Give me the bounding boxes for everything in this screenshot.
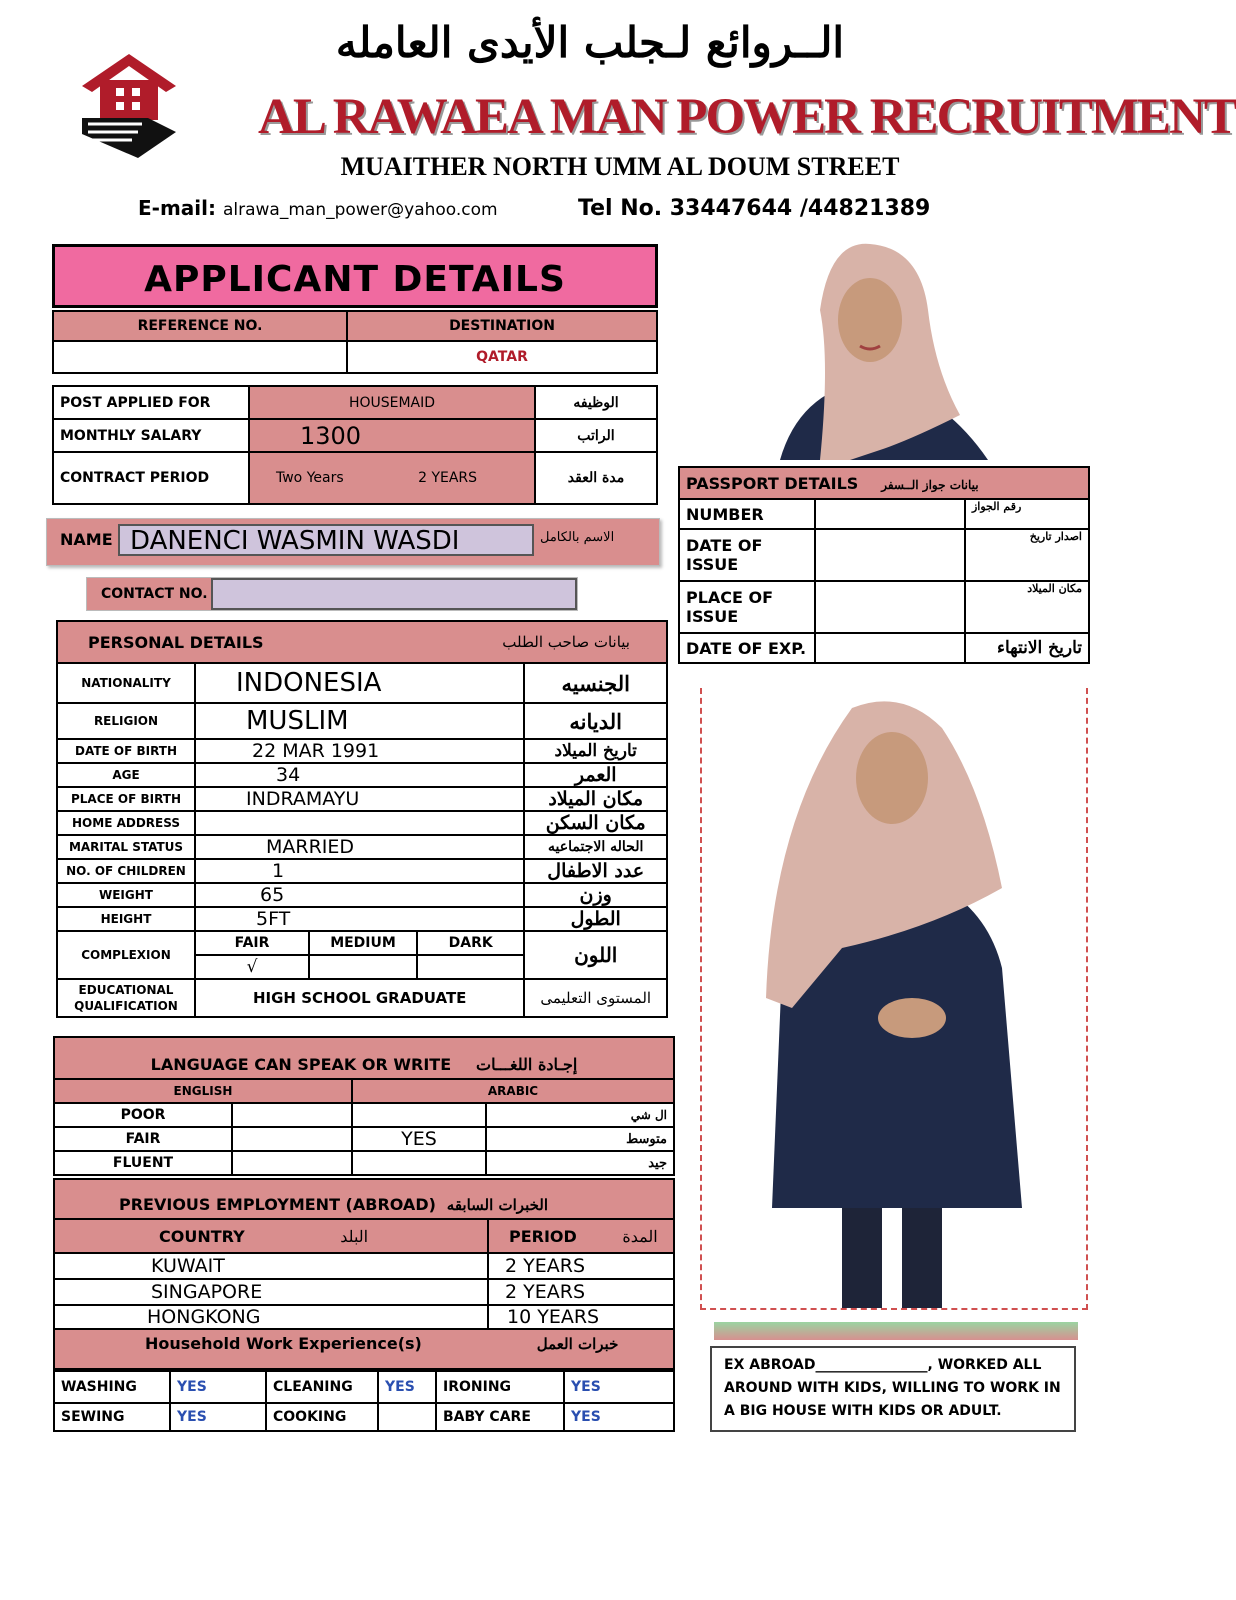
passport-number-label: NUMBER: [679, 499, 815, 529]
religion-ar: الديانه: [524, 703, 667, 739]
period-column: [488, 1219, 674, 1253]
passport-number-value: [815, 499, 965, 529]
complexion-dark-check: [417, 955, 524, 979]
ironing-value: YES: [564, 1371, 674, 1403]
company-logo: [78, 52, 180, 162]
issue-place-value: [815, 581, 965, 633]
children-ar: عدد الاطفال: [524, 859, 667, 883]
name-arabic: الاسم بالكامل: [540, 530, 615, 545]
employment-country: SINGAPORE: [54, 1279, 488, 1305]
dob-label: DATE OF BIRTH: [57, 739, 195, 763]
country-label: COUNTRY: [159, 1226, 245, 1246]
post-label: POST APPLIED FOR: [53, 386, 249, 419]
personal-heading: [57, 621, 667, 663]
issue-place-label: PLACE OF ISSUE: [679, 581, 815, 633]
salary-value: 1300: [249, 419, 535, 452]
phone-number: Tel No. 33447644 /44821389: [578, 196, 931, 221]
fair-ar: متوسط: [486, 1127, 674, 1151]
home-address-value: [195, 811, 524, 835]
employment-heading-en: PREVIOUS EMPLOYMENT (ABROAD): [119, 1195, 436, 1214]
age-value: 34: [195, 763, 524, 787]
personal-details-table: [56, 620, 668, 1018]
contract-arabic: مدة العقد: [535, 452, 657, 504]
cooking-value: [378, 1403, 436, 1431]
babycare-value: YES: [564, 1403, 674, 1431]
nationality-label: NATIONALITY: [57, 663, 195, 703]
expiry-value: [815, 633, 965, 663]
complexion-fair-label: FAIR: [195, 931, 309, 955]
contract-value-years: 2 YEARS: [418, 470, 478, 486]
employment-heading: [54, 1179, 674, 1219]
weight-value: 65: [195, 883, 524, 907]
contact-label: CONTACT NO.: [101, 586, 208, 602]
passport-heading: [679, 467, 1089, 499]
reference-table: [52, 310, 658, 374]
cooking-label: COOKING: [266, 1403, 378, 1431]
issue-place-ar: مكان الميلاد: [965, 581, 1089, 633]
employment-country: HONGKONG: [54, 1305, 488, 1329]
name-field[interactable]: DANENCI WASMIN WASDI: [118, 524, 534, 556]
poor-arabic-value: [352, 1103, 486, 1127]
age-ar: العمر: [524, 763, 667, 787]
dob-ar: تاريخ الميلاد: [524, 739, 667, 763]
employment-period: 10 YEARS: [488, 1305, 674, 1329]
destination-value: QATAR: [347, 341, 657, 373]
email-value: alrawa_man_power@yahoo.com: [222, 200, 498, 220]
remarks-box: EX ABROAD________________, WORKED ALL AROUND WITH KIDS, WILLING TO WORK IN A BIG HOUSE WITH KIDS OR ADULT.: [710, 1346, 1076, 1432]
employment-table: [53, 1178, 675, 1370]
washing-label: WASHING: [54, 1371, 170, 1403]
salary-arabic: الراتب: [535, 419, 657, 452]
sewing-value: YES: [170, 1403, 266, 1431]
applicant-photo-full-body: [700, 688, 1088, 1310]
fluent-arabic-value: [352, 1151, 486, 1175]
employment-row: [54, 1279, 674, 1305]
contract-value-words: Two Years: [276, 470, 344, 486]
passport-number-ar: رقم الجواز: [965, 499, 1089, 529]
company-title: AL RAWAEA MAN POWER RECRUITMENT: [258, 89, 1236, 145]
poor-ar: ال شي: [486, 1103, 674, 1127]
poor-label: POOR: [54, 1103, 232, 1127]
applicant-photo-portrait: [760, 240, 1000, 460]
job-table: [52, 385, 658, 505]
language-heading-ar: إجـادة اللغـــات: [476, 1055, 578, 1074]
children-label: NO. OF CHILDREN: [57, 859, 195, 883]
period-ar: المدة: [622, 1226, 658, 1246]
sewing-label: SEWING: [54, 1403, 170, 1431]
post-value: HOUSEMAID: [249, 386, 535, 419]
passport-table: [678, 466, 1090, 664]
home-address-ar: مكان السكن: [524, 811, 667, 835]
employment-period: 2 YEARS: [488, 1253, 674, 1279]
pob-label: PLACE OF BIRTH: [57, 787, 195, 811]
period-label: PERIOD: [509, 1226, 577, 1246]
complexion-medium-label: MEDIUM: [309, 931, 417, 955]
employment-row: [54, 1253, 674, 1279]
personal-heading-ar: بيانات صاحب الطلب: [502, 632, 630, 651]
complexion-ar: اللون: [524, 931, 667, 979]
cleaning-value: YES: [378, 1371, 436, 1403]
marital-value: MARRIED: [195, 835, 524, 859]
personal-heading-en: PERSONAL DETAILS: [88, 632, 264, 652]
cleaning-label: CLEANING: [266, 1371, 378, 1403]
household-heading: [54, 1329, 674, 1369]
babycare-label: BABY CARE: [436, 1403, 564, 1431]
religion-label: RELIGION: [57, 703, 195, 739]
contact-field[interactable]: [211, 578, 577, 610]
contract-label: CONTRACT PERIOD: [53, 452, 249, 504]
household-heading-en: Household Work Experience(s): [145, 1334, 422, 1353]
passport-heading-en: PASSPORT DETAILS: [686, 473, 859, 493]
age-label: AGE: [57, 763, 195, 787]
employment-period: 2 YEARS: [488, 1279, 674, 1305]
expiry-label: DATE OF EXP.: [679, 633, 815, 663]
reference-value: [53, 341, 347, 373]
marital-ar: الحاله الاجتماعيه: [524, 835, 667, 859]
fair-arabic-value: YES: [352, 1127, 486, 1151]
issue-date-ar: اصدار تاريخ: [965, 529, 1089, 581]
pob-ar: مكان الميلاد: [524, 787, 667, 811]
height-ar: الطول: [524, 907, 667, 931]
contract-value: [249, 452, 535, 504]
country-column: [54, 1219, 488, 1253]
household-heading-ar: خبرات العمل: [536, 1335, 619, 1353]
children-value: 1: [195, 859, 524, 883]
height-value: 5FT: [195, 907, 524, 931]
arabic-column-label: ARABIC: [352, 1079, 674, 1103]
fluent-label: FLUENT: [54, 1151, 232, 1175]
issue-date-label: DATE OF ISSUE: [679, 529, 815, 581]
english-column-label: ENGLISH: [54, 1079, 352, 1103]
language-table: [53, 1036, 675, 1176]
fair-label: FAIR: [54, 1127, 232, 1151]
issue-date-value: [815, 529, 965, 581]
education-ar: المستوى التعليمى: [524, 979, 667, 1017]
complexion-label: COMPLEXION: [57, 931, 195, 979]
washing-value: YES: [170, 1371, 266, 1403]
pob-value: INDRAMAYU: [195, 787, 524, 811]
email-label: E-mail:: [138, 196, 217, 220]
dob-value: 22 MAR 1991: [195, 739, 524, 763]
ironing-label: IRONING: [436, 1371, 564, 1403]
nationality-ar: الجنسيه: [524, 663, 667, 703]
applicant-details-heading: APPLICANT DETAILS: [52, 244, 658, 308]
complexion-dark-label: DARK: [417, 931, 524, 955]
salary-label: MONTHLY SALARY: [53, 419, 249, 452]
education-label-line2: QUALIFICATION: [74, 999, 178, 1013]
email-line: [138, 196, 498, 220]
height-label: HEIGHT: [57, 907, 195, 931]
home-address-label: HOME ADDRESS: [57, 811, 195, 835]
employment-row: [54, 1305, 674, 1329]
complexion-medium-check: [309, 955, 417, 979]
education-label-line1: EDUCATIONAL: [78, 983, 174, 997]
post-arabic: الوظيفه: [535, 386, 657, 419]
employment-country: KUWAIT: [54, 1253, 488, 1279]
photo-base-strip: [714, 1322, 1078, 1340]
weight-ar: وزن: [524, 883, 667, 907]
weight-label: WEIGHT: [57, 883, 195, 907]
language-heading-en: LANGUAGE CAN SPEAK OR WRITE: [150, 1055, 452, 1074]
complexion-fair-check: √: [195, 955, 309, 979]
country-ar: البلد: [340, 1226, 369, 1246]
reference-label: REFERENCE NO.: [53, 311, 347, 341]
language-heading: [54, 1037, 674, 1079]
employment-heading-ar: الخبرات السابقه: [446, 1196, 549, 1214]
education-value: HIGH SCHOOL GRADUATE: [195, 979, 524, 1017]
arabic-company-title: الــروائع لـجلب الأيدى العامله: [335, 18, 845, 67]
religion-value: MUSLIM: [195, 703, 524, 739]
poor-english-value: [232, 1103, 352, 1127]
fluent-english-value: [232, 1151, 352, 1175]
expiry-ar: تاريخ الانتهاء: [965, 633, 1089, 663]
household-table: [53, 1370, 675, 1432]
company-address: MUAITHER NORTH UMM AL DOUM STREET: [340, 152, 900, 181]
education-label: [57, 979, 195, 1017]
passport-heading-ar: بيانات جواز الــسفر: [881, 477, 979, 492]
name-label: NAME: [60, 530, 113, 549]
destination-label: DESTINATION: [347, 311, 657, 341]
nationality-value: INDONESIA: [195, 663, 524, 703]
fair-english-value: [232, 1127, 352, 1151]
fluent-ar: جيد: [486, 1151, 674, 1175]
marital-label: MARITAL STATUS: [57, 835, 195, 859]
